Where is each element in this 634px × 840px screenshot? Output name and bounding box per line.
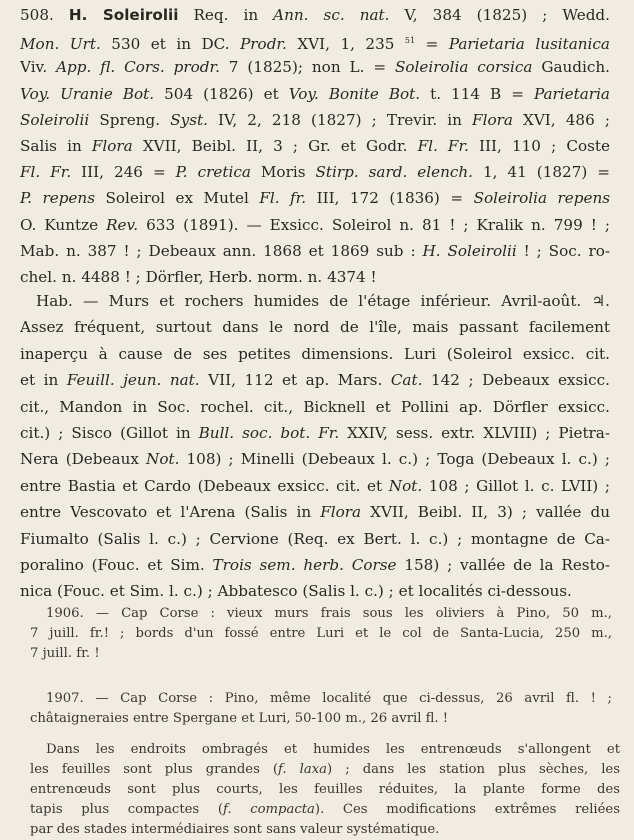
note-line: entrenœuds sont plus courts, les feuilles réduites, la plante forme des	[30, 782, 620, 797]
habitat-line: cit.) ; Sisco (Gillot in Bull. soc. bot. Fr. XXIV, sess. extr. XLVIII) ; Pietra-	[20, 424, 610, 442]
entry-line: O. Kuntze Rev. 633 (1891). — Exsicc. Soleirol n. 81 ! ; Kralik n. 799 ! ;	[20, 215, 610, 234]
note-line: Dans les endroits ombragés et humides les entrenœuds s'allongent et	[46, 742, 620, 757]
entry-line: Viv. App. fl. Cors. prodr. 7 (1825); non L. = Soleirolia corsica Gaudich.	[20, 58, 610, 77]
habitat-line: entre Vescovato et l'Arena (Salis in Flora XVII, Beibl. II, 3) ; vallée du	[20, 503, 610, 522]
entry-line: Voy. Uranie Bot. 504 (1826) et Voy. Bonite Bot. t. 114 B = Parietaria	[20, 84, 610, 103]
habitat-line: Assez fréquent, surtout dans le nord de l'île, mais passant facilement	[20, 318, 610, 337]
note-line: tapis plus compactes (f. compacta). Ces modifications extrêmes reliées	[30, 802, 620, 817]
habitat-line: entre Bastia et Cardo (Debeaux exsicc. cit. et Not. 108 ; Gillot l. c. LVII) ;	[20, 476, 610, 495]
obs1907-line: 1907. — Cap Corse : Pino, même localité que ci-dessus, 26 avril fl. ! ;	[46, 691, 612, 706]
habitat-line: cit., Mandon in Soc. rochel. cit., Bicknell et Pollini ap. Dörfler exsicc.	[20, 397, 610, 416]
obs1906-line: 7 juill. fr.! ; bords d'un fossé entre Luri et le col de Santa-Lucia, 250 m.,	[30, 626, 612, 641]
habitat-line: nica (Fouc. et Sim. l. c.) ; Abbatesco (Salis l. c.) ; et localités ci-dessous.	[20, 582, 572, 601]
note-line: par des stades intermédiaires sont sans valeur systématique.	[30, 822, 440, 837]
entry-line: Fl. Fr. III, 246 = P. cretica Moris Stirp. sard. elench. 1, 41 (1827) =	[20, 163, 610, 182]
habitat-line: Hab. — Murs et rochers humides de l'étage inférieur. Avril-août. ♃.	[36, 292, 610, 310]
entry-line-1: 508. H. Soleirolii Req. in Ann. sc. nat. V, 384 (1825) ; Wedd.	[20, 6, 610, 24]
entry-line: Soleirolii Spreng. Syst. IV, 2, 218 (1827) ; Trevir. in Flora XVI, 486 ;	[20, 110, 610, 129]
entry-line: P. repens Soleirol ex Mutel Fl. fr. III, 172 (1836) = Soleirolia repens	[20, 189, 610, 208]
note-line: les feuilles sont plus grandes (f. laxa) ; dans les station plus sèches, les	[30, 762, 620, 777]
habitat-line: poralino (Fouc. et Sim. Trois sem. herb. Corse 158) ; vallée de la Resto-	[20, 556, 610, 574]
habitat-line: Nera (Debeaux Not. 108) ; Minelli (Debeaux l. c.) ; Toga (Debeaux l. c.) ;	[20, 450, 610, 469]
entry-line: Salis in Flora XVII, Beibl. II, 3 ; Gr. et Godr. Fl. Fr. III, 110 ; Coste	[20, 137, 610, 155]
obs1906-line: 7 juill. fr. !	[30, 646, 100, 661]
obs1906-line: 1906. — Cap Corse : vieux murs frais sous les oliviers à Pino, 50 m.,	[46, 606, 612, 621]
habitat-line: inaperçu à cause de ses petites dimensions. Luri (Soleirol exsicc. cit.	[20, 344, 610, 363]
entry-number: 508.	[20, 6, 54, 24]
entry-line: Mab. n. 387 ! ; Debeaux ann. 1868 et 1869 sub : H. Soleirolii ! ; Soc. ro-	[20, 241, 610, 260]
entry-line: chel. n. 4488 ! ; Dörfler, Herb. norm. n. 4374 !	[20, 268, 377, 286]
habitat-line: et in Feuill. jeun. nat. VII, 112 et ap. Mars. Cat. 142 ; Debeaux exsicc.	[20, 371, 610, 390]
obs1907-line: châtaigneraies entre Spergane et Luri, 50-100 m., 26 avril fl. !	[30, 711, 449, 726]
entry-name: H. Soleirolii	[68, 6, 179, 24]
entry-line: Mon. Urt. 530 et in DC. Prodr. XVI, 1, 235 $^{51}$ = Parietaria lusitanica	[20, 35, 610, 54]
habitat-line: Fiumalto (Salis l. c.) ; Cervione (Req. ex Bert. l. c.) ; montagne de Ca-	[20, 529, 610, 548]
